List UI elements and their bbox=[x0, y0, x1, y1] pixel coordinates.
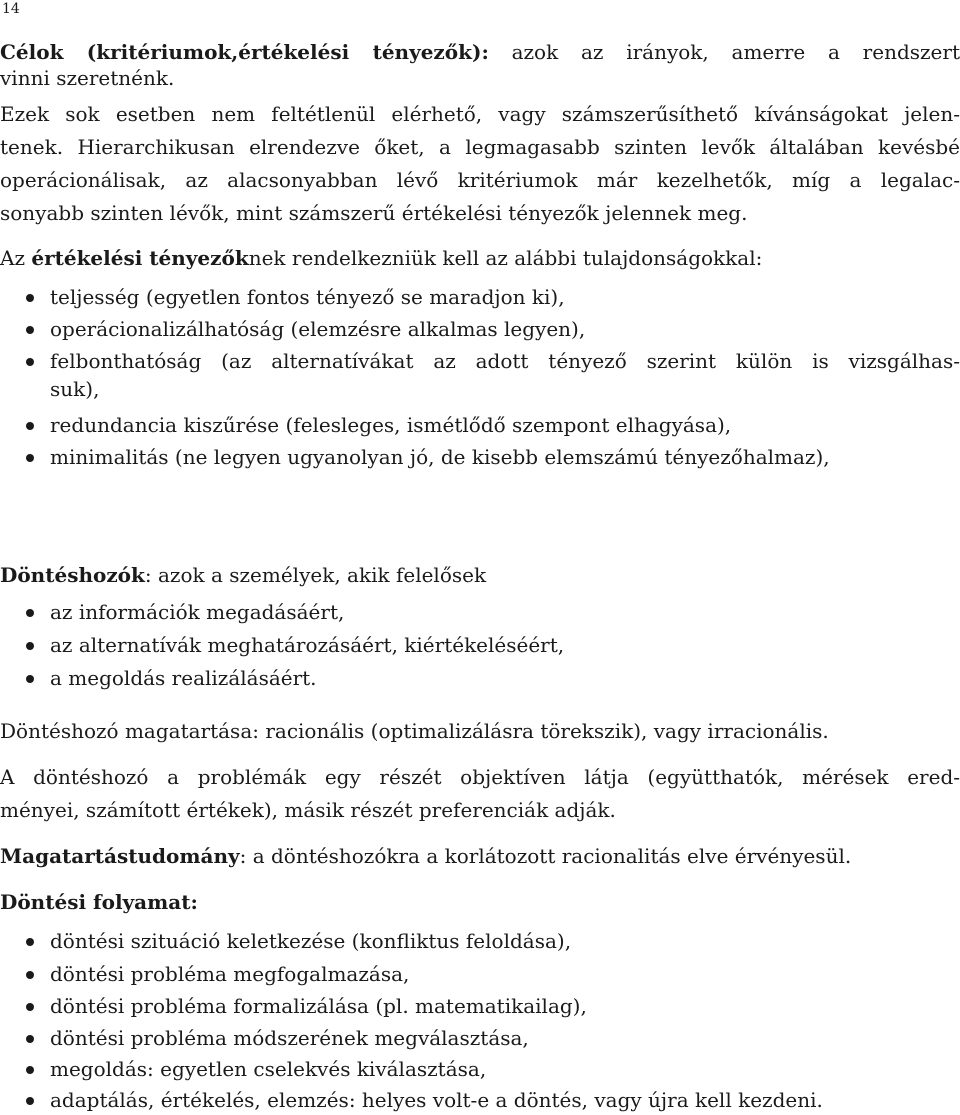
donteshozok-definition bbox=[0, 562, 486, 588]
donteshozok-term: Döntéshozók bbox=[0, 563, 145, 587]
bullet-icon bbox=[24, 284, 38, 310]
bullet-icon bbox=[24, 928, 38, 954]
bullet-icon bbox=[24, 632, 38, 658]
bullet-icon bbox=[24, 316, 38, 342]
celok-paragraph-line-2: tenek. Hierarchikusan elrendezve őket, a legmagasabb szinten levők általában kevésbé bbox=[0, 135, 960, 159]
celok-line-2: vinni szeretnénk. bbox=[0, 66, 175, 90]
celok-paragraph-line-1: Ezek sok esetben nem feltétlenül elérhető, vagy számszerűsíthető kívánságokat jelen- bbox=[0, 102, 960, 126]
list-item-text: adaptálás, értékelés, elemzés: helyes volt-e a döntés, vagy újra kell kezdeni. bbox=[50, 1088, 823, 1112]
bullet-icon bbox=[24, 1025, 38, 1051]
list-item-text: döntési probléma megfogalmazása, bbox=[50, 962, 410, 986]
page-number: 14 bbox=[2, 1, 20, 17]
problema-line-2: ményei, számított értékek), másik részét preferenciák adják. bbox=[0, 798, 616, 822]
list-item-text: az információk megadásáért, bbox=[50, 600, 345, 624]
celok-definition: azok az irányok, amerre a rendszert bbox=[511, 40, 960, 64]
problema-line-1: A döntéshozó a problémák egy részét objektíven látja (együtthatók, mérések ered- bbox=[0, 765, 960, 789]
list-item-text: operácionalizálhatóság (elemzésre alkalmas legyen), bbox=[50, 317, 586, 341]
magatartastudomany-term: Magatartástudomány bbox=[0, 844, 240, 868]
list-item-text: a megoldás realizálásáért. bbox=[50, 666, 317, 690]
ertekelesi-term: értékelési tényezők bbox=[31, 246, 249, 270]
bullet-icon bbox=[24, 348, 38, 374]
bullet-icon bbox=[24, 1056, 38, 1082]
bullet-icon bbox=[24, 412, 38, 438]
celok-definition-line bbox=[0, 39, 960, 65]
celok-term: Célok (kritériumok,értékelési tényezők): bbox=[0, 40, 489, 64]
list-item-continuation: suk), bbox=[50, 377, 100, 401]
bullet-icon bbox=[24, 1087, 38, 1113]
list-item-text: döntési szituáció keletkezése (konfliktus feloldása), bbox=[50, 929, 572, 953]
bullet-icon bbox=[24, 993, 38, 1019]
list-item-text: döntési probléma formalizálása (pl. matematikailag), bbox=[50, 994, 587, 1018]
ertekelesi-intro bbox=[0, 245, 762, 271]
list-item-text: teljesség (egyetlen fontos tényező se maradjon ki), bbox=[50, 285, 565, 309]
folyamat-heading: Döntési folyamat: bbox=[0, 890, 198, 914]
ertekelesi-intro-prefix: Az bbox=[0, 246, 25, 270]
magatartas-paragraph: Döntéshozó magatartása: racionális (optimalizálásra törekszik), vagy irracionális. bbox=[0, 719, 829, 743]
magatartastudomany-definition bbox=[0, 843, 851, 869]
bullet-icon bbox=[24, 599, 38, 625]
celok-paragraph-line-3: operácionálisak, az alacsonyabban lévő kritériumok már kezelhetők, míg a legalac- bbox=[0, 168, 960, 192]
bullet-icon bbox=[24, 665, 38, 691]
bullet-icon bbox=[24, 444, 38, 470]
donteshozok-rest: : azok a személyek, akik felelősek bbox=[144, 563, 487, 587]
list-item-text: döntési probléma módszerének megválasztása, bbox=[50, 1026, 529, 1050]
magatartastudomany-rest: : a döntéshozókra a korlátozott racionalitás elve érvényesül. bbox=[239, 844, 852, 868]
bullet-icon bbox=[24, 961, 38, 987]
list-item-text: redundancia kiszűrése (felesleges, ismétlődő szempont elhagyása), bbox=[50, 413, 732, 437]
list-item-text: minimalitás (ne legyen ugyanolyan jó, de kisebb elemszámú tényezőhalmaz), bbox=[50, 445, 830, 469]
ertekelesi-intro-suffix: nek rendelkezniük kell az alábbi tulajdonságokkal: bbox=[248, 246, 763, 270]
list-item-text: az alternatívák meghatározásáért, kiértékeléséért, bbox=[50, 633, 565, 657]
list-item-text: megoldás: egyetlen cselekvés kiválasztása, bbox=[50, 1057, 487, 1081]
celok-paragraph-line-4: sonyabb szinten lévők, mint számszerű értékelési tényezők jelennek meg. bbox=[0, 201, 748, 225]
list-item-text: felbonthatóság (az alternatívákat az adott tényező szerint külön is vizsgálhas- bbox=[50, 349, 960, 373]
